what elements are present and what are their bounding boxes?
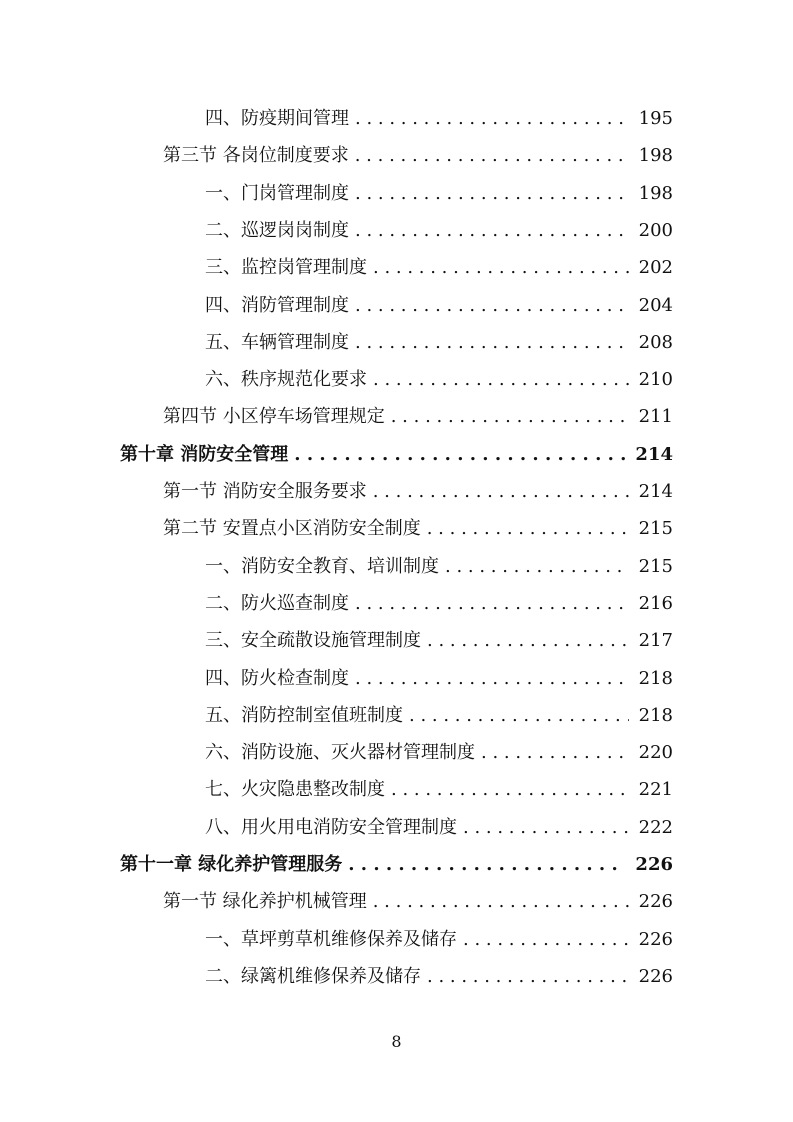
toc-entry-page: 216 (638, 592, 673, 614)
toc-entry-title: 二、防火巡查制度 (205, 592, 349, 614)
dot-leader (355, 175, 629, 212)
toc-entry-title: 一、门岗管理制度 (205, 182, 349, 204)
toc-item-entry[interactable] (205, 361, 673, 398)
toc-entry-page: 198 (638, 182, 673, 204)
dot-leader (373, 361, 629, 398)
toc-entry-page: 202 (638, 257, 673, 279)
dot-leader (355, 585, 629, 622)
toc-entry-title: 第十章 消防安全管理 (120, 443, 289, 465)
toc-entry-page: 226 (638, 891, 673, 913)
toc-section-entry[interactable] (163, 883, 673, 920)
toc-entry-title: 四、防火检查制度 (205, 667, 349, 689)
toc-entry-title: 六、秩序规范化要求 (205, 369, 367, 391)
toc-entry-page: 200 (638, 219, 673, 241)
dot-leader (348, 846, 625, 883)
toc-entry-page: 217 (638, 630, 673, 652)
toc-entry-page: 214 (635, 443, 673, 465)
toc-entry-page: 222 (638, 816, 673, 838)
toc-entry-title: 第二节 安置点小区消防安全制度 (163, 518, 421, 540)
dot-leader (445, 548, 629, 585)
toc-item-entry[interactable] (205, 697, 673, 734)
dot-leader (373, 249, 629, 286)
dot-leader (355, 287, 629, 324)
toc-item-entry[interactable] (205, 921, 673, 958)
toc-entry-title: 七、火灾隐患整改制度 (205, 779, 385, 801)
toc-entry-page: 215 (638, 518, 673, 540)
toc-entry-title: 第三节 各岗位制度要求 (163, 145, 349, 167)
dot-leader (391, 398, 629, 435)
toc-item-entry[interactable] (205, 771, 673, 808)
toc-chapter-entry[interactable] (120, 846, 673, 883)
toc-entry-page: 226 (638, 928, 673, 950)
toc-item-entry[interactable] (205, 622, 673, 659)
dot-leader (355, 100, 629, 137)
toc-entry-page: 215 (638, 555, 673, 577)
toc-item-entry[interactable] (205, 548, 673, 585)
toc-entry-page: 220 (638, 742, 673, 764)
toc-entry-page: 195 (638, 108, 673, 129)
dot-leader (355, 137, 629, 174)
dot-leader (355, 324, 629, 361)
toc-section-entry[interactable] (163, 137, 673, 174)
toc-entry-page: 214 (638, 481, 673, 502)
toc-item-entry[interactable] (205, 249, 673, 286)
toc-entry-title: 五、消防控制室值班制度 (205, 704, 403, 726)
toc-item-entry[interactable] (205, 175, 673, 212)
dot-leader (427, 622, 629, 659)
toc-entry-page: 210 (638, 369, 673, 391)
toc-item-entry[interactable] (205, 958, 673, 995)
dot-leader (463, 921, 629, 958)
toc-entry-title: 四、防疫期间管理 (205, 108, 349, 129)
toc-entry-page: 198 (638, 145, 673, 167)
dot-leader (463, 809, 629, 846)
toc-entry-page: 226 (638, 965, 673, 987)
toc-section-entry[interactable] (163, 473, 673, 510)
toc-item-entry[interactable] (205, 585, 673, 622)
toc-entry-page: 211 (638, 406, 673, 428)
toc-entry-page: 221 (638, 779, 673, 801)
toc-entry-title: 六、消防设施、灭火器材管理制度 (205, 742, 475, 764)
dot-leader (427, 510, 629, 547)
toc-entry-page: 208 (638, 331, 673, 353)
toc-item-entry[interactable] (205, 100, 673, 137)
toc-chapter-entry[interactable] (120, 436, 673, 473)
toc-item-entry[interactable] (205, 324, 673, 361)
toc-item-entry[interactable] (205, 734, 673, 771)
toc-section-entry[interactable] (163, 510, 673, 547)
page-number: 8 (391, 1032, 402, 1051)
toc-entry-title: 第一节 绿化养护机械管理 (163, 891, 367, 913)
toc-entry-page: 218 (638, 704, 673, 726)
dot-leader (481, 734, 629, 771)
dot-leader (409, 697, 629, 734)
dot-leader (391, 771, 629, 808)
dot-leader (427, 958, 629, 995)
toc-entry-title: 八、用火用电消防安全管理制度 (205, 816, 457, 838)
dot-leader (355, 660, 629, 697)
dot-leader (294, 436, 625, 473)
toc-entry-title: 二、绿篱机维修保养及储存 (205, 965, 421, 987)
toc-entry-title: 二、巡逻岗岗制度 (205, 219, 349, 241)
toc-entry-title: 五、车辆管理制度 (205, 331, 349, 353)
toc-entry-page: 226 (635, 854, 673, 875)
toc-entry-title: 第一节 消防安全服务要求 (163, 481, 367, 502)
dot-leader (355, 212, 629, 249)
dot-leader (373, 883, 629, 920)
toc-entry-page: 204 (638, 294, 673, 316)
toc-entry-title: 四、消防管理制度 (205, 294, 349, 316)
toc-entry-title: 三、安全疏散设施管理制度 (205, 630, 421, 652)
dot-leader (373, 473, 629, 510)
toc-item-entry[interactable] (205, 212, 673, 249)
toc-entry-page: 218 (638, 667, 673, 689)
toc-item-entry[interactable] (205, 287, 673, 324)
toc-section-entry[interactable] (163, 398, 673, 435)
toc-entry-title: 一、消防安全教育、培训制度 (205, 555, 439, 577)
toc-entry-title: 第十一章 绿化养护管理服务 (120, 854, 343, 875)
toc-item-entry[interactable] (205, 660, 673, 697)
toc-entry-title: 第四节 小区停车场管理规定 (163, 406, 385, 428)
toc-entry-title: 一、草坪剪草机维修保养及储存 (205, 928, 457, 950)
toc-entry-title: 三、监控岗管理制度 (205, 257, 367, 279)
toc-item-entry[interactable] (205, 809, 673, 846)
